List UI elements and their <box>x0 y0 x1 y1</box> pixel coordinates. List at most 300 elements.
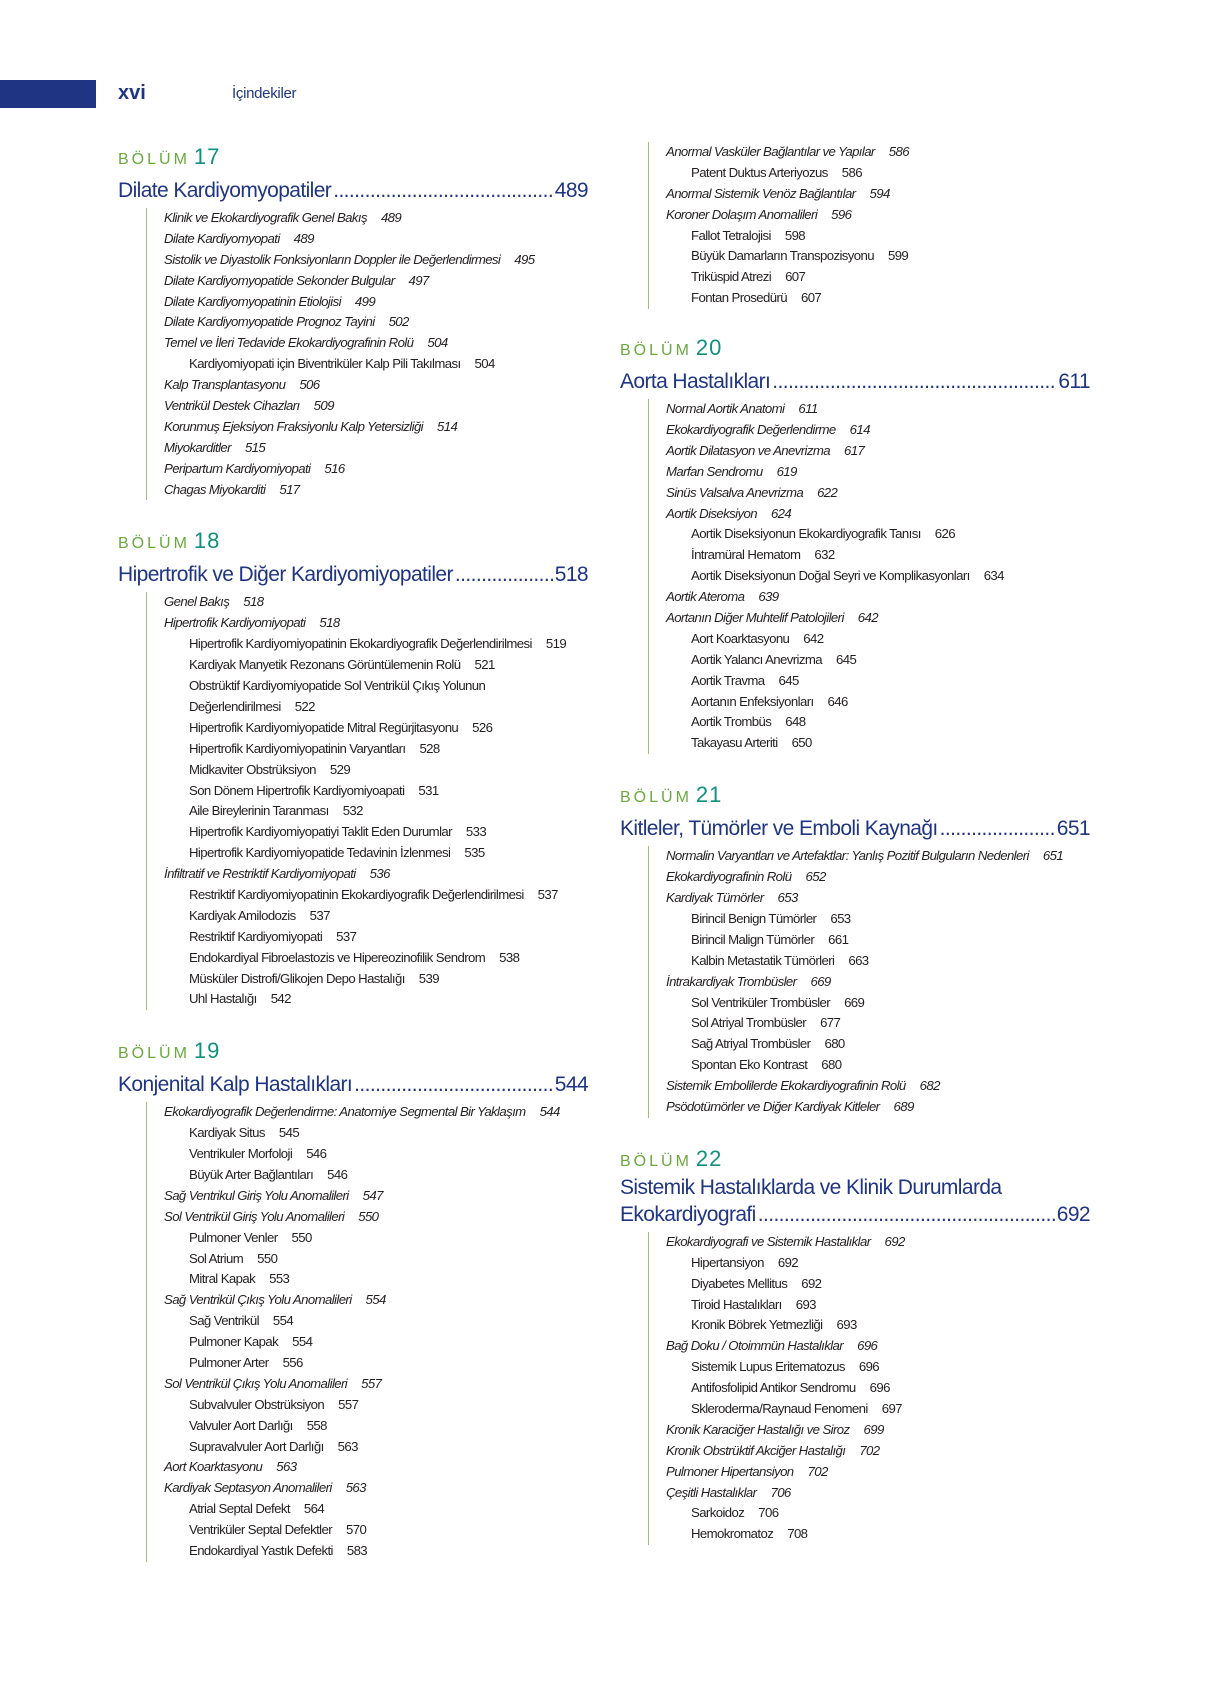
toc-entry[interactable] <box>666 733 1090 754</box>
toc-entry[interactable] <box>164 1520 588 1541</box>
entry-page-number: 645 <box>835 651 857 667</box>
entry-title: Diyabetes Mellitus <box>691 1275 788 1291</box>
toc-entry[interactable] <box>164 1478 588 1499</box>
toc-entry[interactable] <box>666 671 1090 692</box>
toc-entry[interactable] <box>666 1524 1090 1545</box>
chapter-title-text: Ekokardiyografi <box>620 1202 756 1226</box>
toc-entry[interactable] <box>666 930 1090 951</box>
toc-entry[interactable] <box>666 205 1090 226</box>
chapter-label <box>118 142 588 172</box>
chapter-entries <box>146 592 588 1010</box>
entry-title: Ekokardiyografik Değerlendirme: Anatomiye Segmental Bir Yaklaşım <box>164 1104 526 1120</box>
entry-page-number: 542 <box>270 991 291 1007</box>
entry-page-number: 653 <box>777 890 798 906</box>
entry-page-number: 611 <box>798 401 818 417</box>
toc-entry[interactable] <box>164 655 588 676</box>
entry-title: Miyokarditler <box>164 439 231 455</box>
toc-entry[interactable] <box>164 801 588 822</box>
entry-page-number: 537 <box>537 886 558 902</box>
entry-title: Pulmoner Hipertansiyon <box>666 1463 794 1479</box>
entry-page-number: 586 <box>841 164 862 180</box>
entry-title: Dilate Kardiyomyopatide Prognoz Tayini <box>164 314 375 330</box>
chapter-title[interactable] <box>118 172 588 204</box>
entry-page-number: 696 <box>857 1338 878 1354</box>
toc-entry[interactable] <box>666 846 1090 867</box>
entry-title: Peripartum Kardiyomiyopati <box>164 460 311 476</box>
entry-page-number: 632 <box>814 547 835 563</box>
entry-title: Ekokardiyografi ve Sistemik Hastalıklar <box>666 1233 871 1249</box>
entry-title: Çeşitli Hastalıklar <box>666 1484 757 1500</box>
toc-entry[interactable] <box>164 1437 588 1458</box>
entry-title: Müsküler Distrofi/Glikojen Depo Hastalığı <box>189 970 405 986</box>
toc-entry[interactable] <box>666 566 1090 587</box>
entry-title: Normalin Varyantları ve Artefaktlar: Yanlış Pozitif Bulguların Nedenleri <box>666 848 1029 864</box>
chapter-title[interactable] <box>620 363 1090 395</box>
toc-entry[interactable] <box>666 246 1090 267</box>
toc-entry[interactable] <box>164 1290 588 1311</box>
entry-title: Kronik Böbrek Yetmezliği <box>691 1317 823 1333</box>
toc-entry[interactable] <box>164 1541 588 1562</box>
chapter-number: 20 <box>695 335 723 361</box>
toc-entry[interactable] <box>164 1457 588 1478</box>
toc-entry[interactable] <box>164 927 588 948</box>
chapter-number: 19 <box>193 1038 221 1064</box>
entry-title: Sistemik Lupus Eritematozus <box>691 1359 845 1375</box>
toc-entry[interactable] <box>666 867 1090 888</box>
toc-entry[interactable] <box>666 888 1090 909</box>
entry-page-number: 556 <box>282 1355 303 1370</box>
entry-title: Uhl Hastalığı <box>189 991 257 1007</box>
entry-page-number: 583 <box>346 1543 368 1559</box>
toc-entry[interactable] <box>666 1378 1090 1399</box>
entry-page-number: 646 <box>827 693 848 709</box>
entry-title: Chagas Miyokarditi <box>164 481 266 497</box>
entry-page-number: 554 <box>272 1313 294 1329</box>
entry-title: Spontan Eko Kontrast <box>691 1057 808 1073</box>
toc-entry[interactable] <box>164 969 588 990</box>
entry-title: Kardiyak Tümörler <box>666 890 764 906</box>
toc-entry[interactable] <box>666 441 1090 462</box>
entry-page-number: 499 <box>354 293 376 309</box>
leader-dots <box>758 1201 1055 1228</box>
entry-page-number: 696 <box>858 1359 880 1375</box>
toc-entry[interactable] <box>164 843 588 864</box>
entry-title: Aort Koarktasyonu <box>691 630 790 646</box>
entry-page-number: 651 <box>1042 848 1064 864</box>
toc-entry[interactable] <box>164 1269 588 1290</box>
chapter-title[interactable] <box>118 556 588 588</box>
entry-page-number: 554 <box>365 1292 386 1308</box>
entry-page-number: 519 <box>545 636 567 652</box>
entry-page-number: 553 <box>269 1271 290 1287</box>
entry-page-number: 550 <box>291 1229 312 1245</box>
entry-title: Hipertrofik Kardiyomiyopati <box>164 615 306 631</box>
toc-entry[interactable] <box>164 1353 588 1374</box>
entry-title: Restriktif Kardiyomiyopatinin Ekokardiyografik Değerlendirilmesi <box>189 886 524 902</box>
toc-entry[interactable] <box>164 1123 588 1144</box>
toc-entry[interactable] <box>666 1462 1090 1483</box>
entry-title: Sağ Ventrikul Giriş Yolu Anomalileri <box>164 1187 349 1203</box>
toc-entry[interactable] <box>164 333 588 354</box>
toc-entry[interactable] <box>164 271 588 292</box>
entry-title: Ekokardiyografinin Rolü <box>666 869 792 885</box>
entry-title: Büyük Damarların Transpozisyonu <box>691 248 874 264</box>
entry-page-number: 650 <box>791 735 812 751</box>
toc-entry[interactable] <box>666 1013 1090 1034</box>
toc-entry[interactable] <box>666 1232 1090 1253</box>
entry-title: Restriktif Kardiyomiyopati <box>189 928 323 944</box>
entry-title: Sağ Ventrikül <box>189 1313 259 1329</box>
toc-entry[interactable] <box>164 822 588 843</box>
toc-entry[interactable] <box>666 163 1090 184</box>
toc-entry[interactable] <box>164 1144 588 1165</box>
entry-title: Atrial Septal Defekt <box>189 1501 290 1517</box>
toc-entry[interactable] <box>164 417 588 438</box>
chapter-number: 17 <box>193 144 221 169</box>
entry-title: Sağ Ventrikül Çıkış Yolu Anomalileri <box>164 1292 352 1308</box>
toc-entry[interactable] <box>164 250 588 271</box>
entry-title: Aile Bireylerinin Taranması <box>189 803 329 819</box>
toc-entry[interactable] <box>164 375 588 396</box>
chapter <box>118 1036 588 1562</box>
toc-entry[interactable] <box>164 1311 588 1332</box>
entry-title: Pulmoner Kapak <box>189 1334 279 1350</box>
entry-page-number: 617 <box>844 442 865 458</box>
toc-entry[interactable] <box>666 267 1090 288</box>
chapter-page-number: 651 <box>1056 817 1090 841</box>
toc-entry[interactable] <box>666 226 1090 247</box>
toc-entry[interactable] <box>666 504 1090 525</box>
toc-entry[interactable] <box>164 354 588 375</box>
toc-entry[interactable] <box>164 864 588 885</box>
chapter <box>118 142 588 500</box>
entry-title: Hipertrofik Kardiyomiyopatide Tedavinin İzlenmesi <box>189 845 451 861</box>
chapter-title[interactable] <box>620 1174 1090 1228</box>
entry-title: Kalbin Metastatik Tümörleri <box>691 952 835 968</box>
entry-page-number: 692 <box>777 1254 799 1270</box>
toc-entry[interactable] <box>164 1165 588 1186</box>
entry-title: Aortik Diseksiyon <box>666 505 757 521</box>
entry-page-number: 693 <box>836 1317 857 1333</box>
toc-entry[interactable] <box>666 1399 1090 1420</box>
entry-page-number: 550 <box>257 1250 278 1266</box>
entry-page-number: 532 <box>342 803 363 819</box>
entry-title: Normal Aortik Anatomi <box>666 401 785 417</box>
entry-title: Endokardiyal Fibroelastozis ve Hipereozinofilik Sendrom <box>189 949 486 965</box>
toc-entry[interactable] <box>666 972 1090 993</box>
leader-dots <box>354 1071 553 1098</box>
entry-title: Birincil Malign Tümörler <box>691 931 815 947</box>
toc-entry[interactable] <box>164 739 588 760</box>
toc-entry[interactable] <box>164 613 588 634</box>
toc-entry[interactable] <box>164 781 588 802</box>
entry-title: Ventriküler Septal Defektler <box>189 1522 332 1538</box>
toc-entry[interactable] <box>164 1499 588 1520</box>
entry-page-number: 489 <box>380 210 402 225</box>
entry-page-number: 702 <box>859 1442 880 1458</box>
toc-entry[interactable] <box>164 229 588 250</box>
toc-entry[interactable] <box>666 524 1090 545</box>
entry-page-number: 521 <box>474 657 495 673</box>
entry-title: Aortanın Diğer Muhtelif Patolojileri <box>666 610 844 626</box>
toc-entry[interactable] <box>666 1097 1090 1118</box>
chapter-title-line1: Sistemik Hastalıklarda ve Klinik Durumlarda <box>620 1175 1002 1199</box>
entry-page-number: 557 <box>361 1375 382 1391</box>
toc-entry[interactable] <box>164 1249 588 1270</box>
toc-entry[interactable] <box>164 634 588 655</box>
entry-title: Kardiyak Situs <box>189 1125 265 1141</box>
toc-entry[interactable] <box>666 288 1090 309</box>
chapter-word: BÖLÜM <box>118 535 190 553</box>
entry-title: Aortik Dilatasyon ve Anevrizma <box>666 442 831 458</box>
toc-entry[interactable] <box>666 712 1090 733</box>
entry-title: Korunmuş Ejeksiyon Fraksiyonlu Kalp Yetersizliği <box>164 418 424 434</box>
entry-title: Kronik Karaciğer Hastalığı ve Siroz <box>666 1421 850 1437</box>
entry-page-number: 692 <box>801 1275 822 1291</box>
chapter <box>118 526 588 1010</box>
entry-title: Sol Ventriküler Trombüsler <box>691 994 831 1010</box>
entry-page-number: 539 <box>418 970 439 986</box>
entry-title: Sol Atriyal Trombüsler <box>691 1015 807 1031</box>
entry-page-number: 626 <box>934 526 955 542</box>
toc-entry[interactable] <box>666 909 1090 930</box>
entry-title: Fontan Prosedürü <box>691 290 787 306</box>
toc-entry[interactable] <box>666 1483 1090 1504</box>
chapter-page-number: 544 <box>554 1073 588 1097</box>
entry-page-number: 697 <box>881 1400 902 1416</box>
toc-column-left <box>118 142 588 1588</box>
leader-dots <box>333 177 553 204</box>
entry-page-number: 546 <box>327 1166 348 1182</box>
entry-title: Sistolik ve Diyastolik Fonksiyonların Doppler ile Değerlendirmesi <box>164 251 501 267</box>
toc-entry[interactable] <box>666 951 1090 972</box>
toc-entry[interactable] <box>164 1374 588 1395</box>
entry-page-number: 547 <box>362 1187 383 1203</box>
entry-title: Marfan Sendromu <box>666 463 763 479</box>
entry-page-number: 680 <box>821 1057 842 1073</box>
toc-entry[interactable] <box>666 1441 1090 1462</box>
entry-title: Birincil Benign Tümörler <box>691 910 817 926</box>
toc-entry[interactable] <box>666 142 1090 163</box>
toc-entry[interactable] <box>164 906 588 927</box>
entry-page-number: 554 <box>292 1334 313 1350</box>
toc-entry[interactable] <box>164 760 588 781</box>
chapter-title-text: Konjenital Kalp Hastalıkları <box>118 1073 353 1097</box>
entry-title: Anormal Vasküler Bağlantılar ve Yapılar <box>666 144 875 159</box>
toc-entry[interactable] <box>666 608 1090 629</box>
toc-entry[interactable] <box>164 1395 588 1416</box>
entry-title: Sol Atrium <box>189 1250 244 1266</box>
toc-entry[interactable] <box>164 718 588 739</box>
toc-entry[interactable] <box>666 650 1090 671</box>
entry-page-number: 619 <box>776 463 797 479</box>
entry-page-number: 645 <box>778 672 799 688</box>
entry-page-number: 607 <box>785 269 806 285</box>
toc-entry[interactable] <box>164 1228 588 1249</box>
chapter-page-number: 489 <box>554 179 588 202</box>
entry-page-number: 663 <box>848 952 869 968</box>
entry-title: Dilate Kardiyomyopatide Sekonder Bulgular <box>164 272 395 288</box>
toc-entry[interactable] <box>164 948 588 969</box>
entry-title: Dilate Kardiyomyopatinin Etiolojisi <box>164 293 341 309</box>
entry-page-number: 545 <box>278 1125 300 1141</box>
toc-entry[interactable] <box>666 1055 1090 1076</box>
chapter <box>620 1144 1090 1545</box>
entry-title: Hipertrofik Kardiyomiyopatinin Ekokardiyografik Değerlendirilmesi <box>189 636 532 652</box>
entry-title: Midkaviter Obstrüksiyon <box>189 761 316 777</box>
chapter <box>620 333 1090 754</box>
toc-entry[interactable] <box>666 1274 1090 1295</box>
toc-entry[interactable] <box>666 1503 1090 1524</box>
entry-page-number: 693 <box>795 1296 816 1312</box>
entry-page-number: 550 <box>358 1208 379 1224</box>
entry-page-number: 544 <box>539 1104 560 1120</box>
chapter-word: BÖLÜM <box>620 1152 692 1170</box>
chapter-number: 21 <box>695 782 723 808</box>
entry-page-number: 506 <box>299 377 320 393</box>
entry-title: Ventrikuler Morfoloji <box>189 1146 293 1162</box>
toc-entry[interactable] <box>666 1076 1090 1097</box>
toc-entry[interactable] <box>666 692 1090 713</box>
chapter-title-text: Hipertrofik ve Diğer Kardiyomiyopatiler <box>118 563 453 587</box>
entry-page-number: 563 <box>337 1438 358 1454</box>
entry-title: Tiroid Hastalıkları <box>691 1296 782 1312</box>
toc-entry[interactable] <box>666 1295 1090 1316</box>
toc-entry[interactable] <box>164 1186 588 1207</box>
chapter-number: 18 <box>193 528 221 554</box>
entry-page-number: 533 <box>465 824 487 840</box>
entry-page-number: 661 <box>828 931 849 947</box>
toc-entry[interactable] <box>666 420 1090 441</box>
toc-entry[interactable] <box>164 438 588 459</box>
toc-entry[interactable] <box>666 1336 1090 1357</box>
entry-page-number: 546 <box>306 1146 327 1162</box>
entry-page-number: 529 <box>329 761 351 777</box>
toc-entry[interactable] <box>666 399 1090 420</box>
entry-page-number: 563 <box>276 1459 297 1475</box>
entry-title: Kardiyak Amilodozis <box>189 907 296 923</box>
chapter-title[interactable] <box>620 810 1090 842</box>
entry-title: Sinüs Valsalva Anevrizma <box>666 484 804 500</box>
entry-title: Skleroderma/Raynaud Fenomeni <box>691 1400 868 1416</box>
toc-entry[interactable] <box>164 292 588 313</box>
toc-entry[interactable] <box>666 184 1090 205</box>
entry-page-number: 653 <box>830 910 851 926</box>
toc-entry[interactable] <box>164 312 588 333</box>
entry-page-number: 522 <box>294 698 315 714</box>
leader-dots <box>772 368 1056 395</box>
toc-entry[interactable] <box>164 1416 588 1437</box>
toc-entry[interactable] <box>164 592 588 613</box>
running-head: İçindekiler <box>232 85 297 102</box>
entry-title: Aortik Diseksiyonun Doğal Seyri ve Komplikasyonları <box>691 568 970 584</box>
entry-title: Mitral Kapak <box>189 1271 256 1287</box>
entry-title: Aort Koarktasyonu <box>164 1459 263 1475</box>
entry-title: Temel ve İleri Tedavide Ekokardiyografinin Rolü <box>164 335 414 351</box>
toc-entry[interactable] <box>666 1420 1090 1441</box>
entry-page-number: 516 <box>324 460 345 476</box>
toc-entry[interactable] <box>164 676 588 718</box>
entry-title: Kalp Transplantasyonu <box>164 377 286 393</box>
toc-entry[interactable] <box>666 1315 1090 1336</box>
toc-entry[interactable] <box>666 483 1090 504</box>
chapter-page-number: 692 <box>1056 1202 1090 1226</box>
toc-entry[interactable] <box>164 989 588 1010</box>
entry-title: Koroner Dolaşım Anomalileri <box>666 206 818 222</box>
entry-page-number: 669 <box>844 994 865 1010</box>
toc-entry[interactable] <box>164 1207 588 1228</box>
toc-entry[interactable] <box>666 587 1090 608</box>
entry-title: İnfiltratif ve Restriktif Kardiyomiyopati <box>164 866 356 882</box>
toc-entry[interactable] <box>666 1357 1090 1378</box>
entry-page-number: 526 <box>472 719 493 735</box>
entry-title: Fallot Tetralojisi <box>691 227 771 243</box>
entry-page-number: 497 <box>408 272 429 288</box>
entry-page-number: 648 <box>785 714 806 730</box>
entry-page-number: 558 <box>306 1417 327 1433</box>
entry-page-number: 594 <box>869 185 890 201</box>
entry-title: Takayasu Arteriti <box>691 735 778 751</box>
entry-page-number: 599 <box>887 248 909 264</box>
entry-title: Aortik Ateroma <box>666 589 745 605</box>
chapter-title[interactable] <box>118 1066 588 1098</box>
chapter <box>620 780 1090 1118</box>
chapter-page-number: 518 <box>554 563 588 587</box>
entry-page-number: 642 <box>803 630 824 646</box>
entry-title: Klinik ve Ekokardiyografik Genel Bakış <box>164 210 367 225</box>
toc-entry[interactable] <box>164 459 588 480</box>
entry-page-number: 598 <box>784 227 806 243</box>
entry-title: Aortik Trombüs <box>691 714 772 730</box>
toc-entry[interactable] <box>164 396 588 417</box>
entry-page-number: 699 <box>863 1421 884 1437</box>
toc-entry[interactable] <box>164 1102 588 1123</box>
toc-entry[interactable] <box>666 993 1090 1014</box>
entry-page-number: 708 <box>787 1526 808 1542</box>
entry-title: Aortik Travma <box>691 672 765 688</box>
entry-page-number: 682 <box>919 1078 940 1094</box>
entry-title: Son Dönem Hipertrofik Kardiyomiyoapati <box>189 782 405 798</box>
chapter-title-text: Dilate Kardiyomyopatiler <box>118 179 332 202</box>
entry-page-number: 514 <box>437 418 458 434</box>
entry-title: Antifosfolipid Antikor Sendromu <box>691 1380 856 1396</box>
entry-title: Hipertrofik Kardiyomiyopatide Mitral Regürjitasyonu <box>189 719 459 735</box>
entry-page-number: 689 <box>893 1098 914 1114</box>
entry-page-number: 518 <box>319 615 340 631</box>
toc-entry[interactable] <box>666 629 1090 650</box>
chapter-word: BÖLÜM <box>620 789 692 807</box>
continued-entries <box>648 142 1090 309</box>
chapter-entries <box>648 399 1090 754</box>
toc-entry[interactable] <box>666 1034 1090 1055</box>
toc-entry[interactable] <box>164 1332 588 1353</box>
toc-entry[interactable] <box>164 480 588 501</box>
entry-title: Obstrüktif Kardiyomiyopatide Sol Ventrikül Çıkış Yolunun Değerlendirilmesi <box>189 678 486 714</box>
entry-title: Anormal Sistemik Venöz Bağlantılar <box>666 185 856 201</box>
entry-page-number: 642 <box>857 610 878 626</box>
toc-entry[interactable] <box>164 208 588 229</box>
chapter-entries <box>146 1102 588 1562</box>
chapter-word: BÖLÜM <box>118 1045 190 1063</box>
entry-page-number: 563 <box>345 1480 366 1496</box>
toc-entry[interactable] <box>666 462 1090 483</box>
entry-title: Hipertrofik Kardiyomiyopatiyi Taklit Eden Durumlar <box>189 824 452 840</box>
entry-page-number: 586 <box>888 144 909 159</box>
toc-entry[interactable] <box>164 885 588 906</box>
entry-page-number: 515 <box>244 439 266 455</box>
toc-entry[interactable] <box>666 1253 1090 1274</box>
toc-entry[interactable] <box>666 545 1090 566</box>
